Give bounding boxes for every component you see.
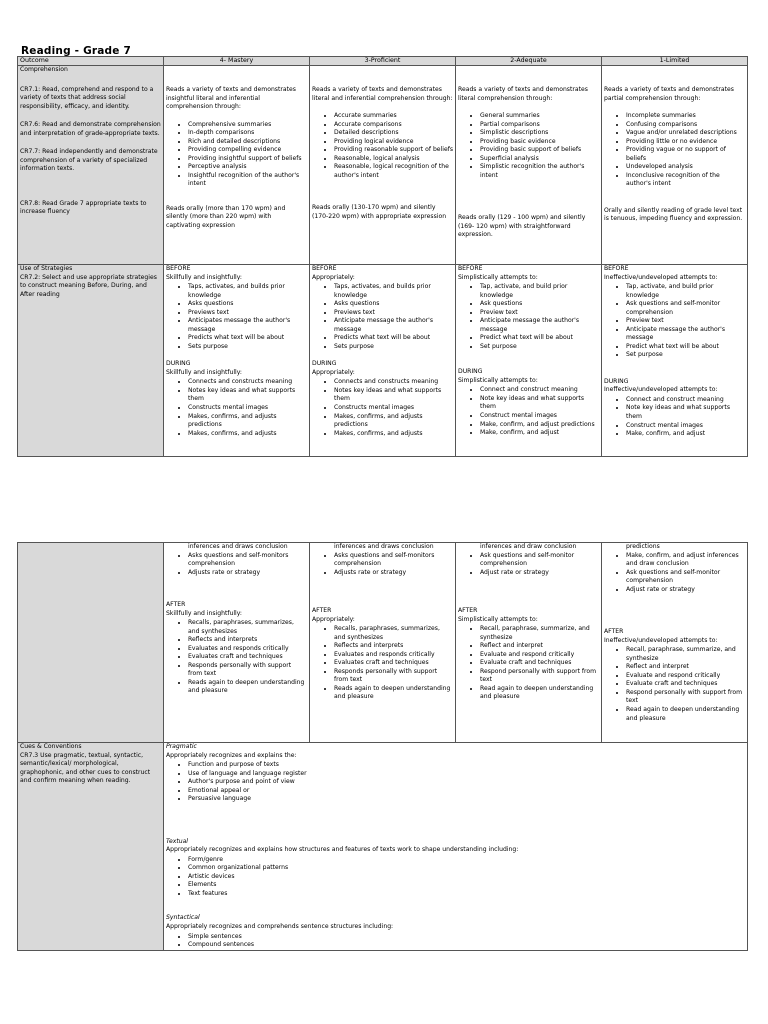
list-item: • Adjusts rate or strategy [188, 569, 307, 578]
list-item: • Set purpose [480, 343, 599, 352]
header-proficient: 3-Proficient [310, 57, 456, 66]
list-item: • Connect and construct meaning [480, 386, 599, 395]
list-item: • Providing basic support of beliefs [480, 146, 599, 155]
cues-outcome-cell [18, 743, 164, 951]
during-list [604, 396, 745, 439]
comprehension-intro: Reads a variety of texts and demonstrates insightful literal and inferential comprehension through: [166, 86, 296, 111]
syntactical-list [166, 933, 745, 950]
list-item: • Inconclusive recognition of the author's intent [626, 172, 745, 189]
comprehension-outcome-cell [18, 66, 164, 265]
pragmatic-intro: Appropriately recognizes and explains the: [166, 751, 297, 759]
strategies-level-1-continued [602, 543, 748, 743]
before-list [458, 283, 599, 351]
list-item: • Sets purpose [188, 343, 307, 352]
qualifier-text: Appropriately: [312, 368, 355, 376]
qualifier-text: Simplistically attempts to: [458, 615, 538, 623]
qualifier-text: Ineffective/undeveloped attempts to: [604, 636, 718, 644]
fluency-text: Reads orally (130-170 wpm) and silently (170-220 wpm) with appropriate expression [312, 204, 447, 220]
list-item: • Ask questions and self-monitor comprehension [626, 569, 745, 586]
comprehension-list [604, 112, 745, 189]
header-limited: 1-Limited [602, 57, 748, 66]
list-item: • Common organizational patterns [188, 864, 745, 873]
list-item: • Responds personally with support from text [334, 668, 453, 685]
qualifier-text: Ineffective/undeveloped attempts to: [604, 386, 718, 394]
list-item: inferences and draws conclusion [334, 543, 434, 550]
list-item: • Reasonable, logical analysis [334, 155, 453, 164]
qualifier-text: Skillfully and insightfully: [166, 368, 242, 376]
list-item: • Predict what text will be about [626, 343, 745, 352]
list-item: • Elements [188, 881, 745, 890]
list-item: • Insightful recognition of the author's intent [188, 172, 307, 189]
after-label: AFTER [604, 628, 624, 636]
before-label: BEFORE [604, 265, 629, 272]
qualifier-text: Skillfully and insightfully: [166, 273, 242, 281]
list-item: • Predicts what text will be about [334, 334, 453, 343]
list-item: • Superficial analysis [480, 155, 599, 164]
strategies-level-1 [602, 265, 748, 457]
list-item: • Form/genre [188, 856, 745, 865]
list-item: • Undeveloped analysis [626, 163, 745, 172]
list-item: • Accurate summaries [334, 112, 453, 121]
strategies-section-label: Use of Strategies [20, 265, 73, 272]
during-list-continued [166, 543, 307, 577]
list-item: • Constructs mental images [334, 404, 453, 413]
list-item: inferences and draws conclusion [188, 543, 288, 550]
strategies-outcome-cell [18, 265, 164, 457]
qualifier-text: Simplistically attempts to: [458, 376, 538, 384]
header-adequate: 2-Adequate [456, 57, 602, 66]
list-item: • Reflect and interpret [480, 642, 599, 651]
strategies-outcome-cell-continued [18, 543, 164, 743]
outcome-cr77: CR7.7: Read independently and demonstrate comprehension of a variety of specialized information texts. [20, 148, 158, 173]
during-list-continued [458, 543, 599, 577]
list-item: • Note key ideas and what supports them [480, 395, 599, 412]
fluency-text: Reads orally (129 - 100 wpm) and silently (169- 120 wpm) with straightforward expression. [458, 214, 586, 239]
list-item: • Make, confirm, and adjust inferences and draw conclusion [626, 552, 745, 569]
page-title: Reading - Grade 7 [21, 45, 131, 57]
comprehension-list [166, 121, 307, 189]
during-list-continued [604, 543, 745, 594]
list-item: • Makes, confirms, and adjusts predictions [334, 413, 453, 430]
header-mastery: 4- Mastery [164, 57, 310, 66]
before-list [312, 283, 453, 351]
list-item: • Construct mental images [480, 412, 599, 421]
list-item: • Makes, confirms, and adjusts [188, 430, 307, 439]
list-item: • Recalls, paraphrases, summarizes, and synthesizes [334, 625, 453, 642]
list-item: • Constructs mental images [188, 404, 307, 413]
after-label: AFTER [166, 601, 186, 609]
list-item: • Connects and constructs meaning [188, 378, 307, 387]
list-item: • Reflect and interpret [626, 663, 745, 672]
during-list [312, 378, 453, 438]
comprehension-list [458, 112, 599, 180]
strategies-level-4 [164, 265, 310, 457]
list-item: • Evaluates craft and techniques [188, 653, 307, 662]
after-list [604, 646, 745, 723]
list-item: • Reflects and interprets [334, 642, 453, 651]
list-item: • Reflects and interprets [188, 636, 307, 645]
list-item: • Compound sentences [188, 941, 745, 950]
rubric-table-page-2 [17, 542, 748, 951]
during-label: DURING [312, 360, 337, 368]
comprehension-intro: Reads a variety of texts and demonstrates literal and inferential comprehension through: [312, 86, 453, 102]
comprehension-intro: Reads a variety of texts and demonstrates literal comprehension through: [458, 86, 588, 102]
list-item: • Predicts what text will be about [188, 334, 307, 343]
list-item: • Providing basic evidence [480, 138, 599, 147]
list-item: • Evaluates and responds critically [188, 645, 307, 654]
list-item: • Providing insightful support of beliefs [188, 155, 307, 164]
list-item: • Accurate comparisons [334, 121, 453, 130]
pragmatic-title: Pragmatic [166, 743, 197, 750]
list-item: • Connect and construct meaning [626, 396, 745, 405]
list-item: • Evaluate and respond critically [626, 672, 745, 681]
strategies-level-4-continued [164, 543, 310, 743]
rubric-table-page-1 [17, 56, 748, 457]
comprehension-level-4 [164, 66, 310, 265]
qualifier-text: Skillfully and insightfully: [166, 609, 242, 617]
list-item: • Respond personally with support from text [626, 689, 745, 706]
list-item: • Detailed descriptions [334, 129, 453, 138]
list-item: • Emotional appeal or [188, 787, 745, 796]
comprehension-level-2 [456, 66, 602, 265]
comprehension-level-1 [602, 66, 748, 265]
list-item: • Providing compelling evidence [188, 146, 307, 155]
list-item: • Responds personally with support from text [188, 662, 307, 679]
comprehension-list [312, 112, 453, 180]
list-item: • Comprehensive summaries [188, 121, 307, 130]
before-label: BEFORE [166, 265, 191, 272]
qualifier-text: Appropriately: [312, 615, 355, 623]
before-list [604, 283, 745, 360]
list-item: • Notes key ideas and what supports them [334, 387, 453, 404]
list-item: • Reads again to deepen understanding and pleasure [188, 679, 307, 696]
list-item: • Evaluate and respond critically [480, 651, 599, 660]
list-item: • Artistic devices [188, 873, 745, 882]
during-list-continued [312, 543, 453, 577]
list-item: • Recall, paraphrase, summarize, and synthesize [480, 625, 599, 642]
strategies-level-2 [456, 265, 602, 457]
list-item: • Asks questions [334, 300, 453, 309]
list-item: • Providing logical evidence [334, 138, 453, 147]
list-item: • Perceptive analysis [188, 163, 307, 172]
list-item: • Asks questions and self-monitors comprehension [334, 552, 453, 569]
outcome-cr76: CR7.6: Read and demonstrate comprehension and interpretation of grade-appropriate texts. [20, 121, 161, 137]
list-item: • Evaluates and responds critically [334, 651, 453, 660]
list-item: inferences and draw conclusion [480, 543, 577, 550]
list-item: predictions [626, 543, 660, 550]
list-item: • Preview text [480, 309, 599, 318]
header-outcome: Outcome [18, 57, 164, 66]
comprehension-row [18, 66, 748, 265]
textual-title: Textual [166, 837, 189, 845]
list-item: • Evaluates craft and techniques [334, 659, 453, 668]
list-item: • Use of language and language register [188, 770, 745, 779]
list-item: • Function and purpose of texts [188, 761, 745, 770]
before-label: BEFORE [312, 265, 337, 272]
outcome-cr73: CR7.3 Use pragmatic, textual, syntactic, semantic/lexical/ morphological, graphophonic, and other cues to construct and confirm meaning when reading. [20, 751, 151, 785]
during-label: DURING [604, 377, 629, 385]
qualifier-text: Simplistically attempts to: [458, 273, 538, 281]
list-item: • Make, confirm, and adjust [480, 429, 599, 438]
strategies-level-3 [310, 265, 456, 457]
list-item: • Asks questions and self-monitors comprehension [188, 552, 307, 569]
qualifier-text: Appropriately: [312, 273, 355, 281]
list-item: • Adjusts rate or strategy [334, 569, 453, 578]
list-item: • Makes, confirms, and adjusts predictions [188, 413, 307, 430]
pragmatic-list [166, 761, 745, 804]
list-item: • Rich and detailed descriptions [188, 138, 307, 147]
list-item: • Author's purpose and point of view [188, 778, 745, 787]
list-item: • Construct mental images [626, 422, 745, 431]
list-item: • Reasonable, logical recognition of the author's intent [334, 163, 453, 180]
list-item: • Recall, paraphrase, summarize, and synthesize [626, 646, 745, 663]
list-item: • Text features [188, 890, 745, 899]
list-item: • In-depth comparisons [188, 129, 307, 138]
after-list [312, 625, 453, 702]
fluency-text: Reads orally (more than 170 wpm) and silently (more than 220 wpm) with captivating expression [166, 204, 286, 229]
qualifier-text: Ineffective/undeveloped attempts to: [604, 273, 718, 281]
list-item: • Providing little or no evidence [626, 138, 745, 147]
outcome-cr72: CR7.2: Select and use appropriate strategies to construct meaning Before, During, and After reading [20, 273, 157, 298]
outcome-cr71: CR7.1: Read, comprehend and respond to a variety of texts that address social responsibility, efficacy, and identity. [20, 85, 154, 110]
textual-intro: Appropriately recognizes and explains how structures and features of texts work to shape understanding including: [166, 846, 519, 854]
list-item: • Vague and/or unrelated descriptions [626, 129, 745, 138]
outcome-cr78: CR7.8: Read Grade 7 appropriate texts to increase fluency [20, 199, 147, 216]
cues-section-label: Cues & Conventions [20, 743, 82, 750]
list-item: • Providing reasonable support of beliefs [334, 146, 453, 155]
strategies-level-2-continued [456, 543, 602, 743]
list-item: • Confusing comparisons [626, 121, 745, 130]
list-item: • Make, confirm, and adjust [626, 430, 745, 439]
during-label: DURING [166, 360, 191, 368]
list-item: • Set purpose [626, 351, 745, 360]
list-item: • Evaluate craft and techniques [480, 659, 599, 668]
list-item: • Partial comparisons [480, 121, 599, 130]
strategies-continued-row [18, 543, 748, 743]
list-item: • Ask questions and self-monitor comprehension [480, 552, 599, 569]
during-list [458, 386, 599, 437]
list-item: • Previews text [188, 309, 307, 318]
list-item: • Anticipates message the author's message [188, 317, 307, 334]
list-item: • Read again to deepen understanding and pleasure [626, 706, 745, 723]
cues-row [18, 743, 748, 951]
comprehension-intro: Reads a variety of texts and demonstrates partial comprehension through: [604, 86, 734, 102]
after-list [166, 619, 307, 696]
list-item: • Taps, activates, and builds prior knowledge [334, 283, 453, 300]
list-item: • Tap, activate, and build prior knowledge [480, 283, 599, 300]
list-item: • Note key ideas and what supports them [626, 404, 745, 421]
list-item: • Persuasive language [188, 795, 745, 804]
list-item: • Ask questions and self-monitor comprehension [626, 300, 745, 317]
list-item: • Anticipate message the author's message [626, 326, 745, 343]
list-item: • Predict what text will be about [480, 334, 599, 343]
after-list [458, 625, 599, 702]
list-item: • Simplistic descriptions [480, 129, 599, 138]
header-row [18, 57, 748, 66]
list-item: • Previews text [334, 309, 453, 318]
list-item: • Make, confirm, and adjust predictions [480, 421, 599, 430]
list-item: • Reads again to deepen understanding and pleasure [334, 685, 453, 702]
syntactical-title: Syntactical [166, 914, 200, 922]
list-item: • Taps, activates, and builds prior knowledge [188, 283, 307, 300]
list-item: • Adjust rate or strategy [480, 569, 599, 578]
syntactical-intro: Appropriately recognizes and comprehends sentence structures including: [166, 922, 394, 930]
before-label: BEFORE [458, 265, 483, 272]
list-item: • Providing vague or no support of beliefs [626, 146, 745, 163]
fluency-text: Orally and silently reading of grade level text is tenuous, impeding fluency and expression. [604, 206, 743, 223]
list-item: • General summaries [480, 112, 599, 121]
cues-content-cell [164, 743, 748, 951]
list-item: • Adjust rate or strategy [626, 586, 745, 595]
list-item: • Makes, confirms, and adjusts [334, 430, 453, 439]
comprehension-section-label: Comprehension [18, 66, 163, 75]
list-item: • Asks questions [188, 300, 307, 309]
list-item: • Respond personally with support from text [480, 668, 599, 685]
list-item: • Simple sentences [188, 933, 745, 942]
before-list [166, 283, 307, 351]
textual-list [166, 856, 745, 899]
list-item: • Notes key ideas and what supports them [188, 387, 307, 404]
list-item: • Ask questions [480, 300, 599, 309]
list-item: • Tap, activate, and build prior knowledge [626, 283, 745, 300]
list-item: • Preview text [626, 317, 745, 326]
list-item: • Anticipate message the author's message [334, 317, 453, 334]
list-item: • Connects and constructs meaning [334, 378, 453, 387]
after-label: AFTER [312, 607, 332, 615]
strategies-level-3-continued [310, 543, 456, 743]
list-item: • Sets purpose [334, 343, 453, 352]
list-item: • Simplistic recognition the author's intent [480, 163, 599, 180]
comprehension-level-3 [310, 66, 456, 265]
list-item: • Read again to deepen understanding and pleasure [480, 685, 599, 702]
list-item: • Incomplete summaries [626, 112, 745, 121]
list-item: • Anticipate message the author's message [480, 317, 599, 334]
during-label: DURING [458, 368, 483, 376]
list-item: • Evaluate craft and techniques [626, 680, 745, 689]
during-list [166, 378, 307, 438]
strategies-row [18, 265, 748, 457]
after-label: AFTER [458, 607, 478, 615]
list-item: • Recalls, paraphrases, summarizes, and synthesizes [188, 619, 307, 636]
